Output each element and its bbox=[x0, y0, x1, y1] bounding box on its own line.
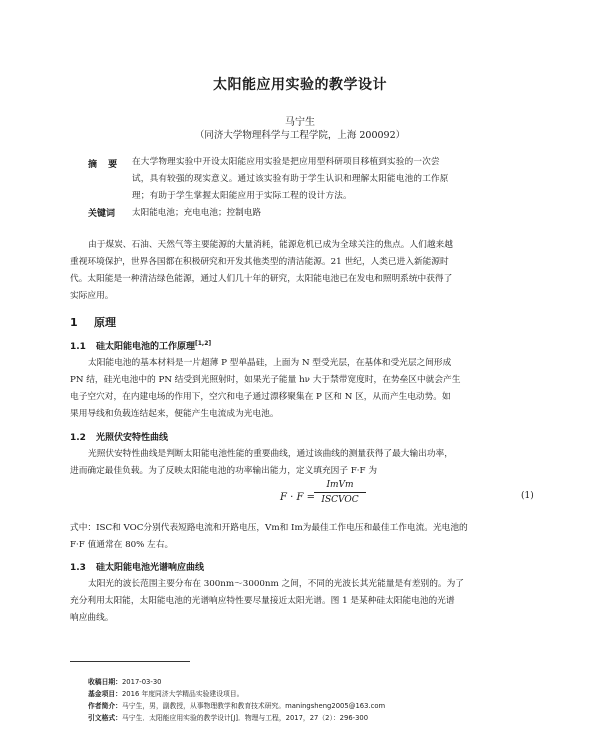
section-1-2-heading bbox=[70, 430, 168, 443]
abstract-line: 理；有助于学生掌握太阳能应用于实际工程的设计方法。 bbox=[132, 191, 352, 201]
footnote-value: 2016 年度同济大学精品实验建设项目。 bbox=[121, 690, 244, 698]
equation-number: (1) bbox=[521, 491, 534, 501]
footnote-citation bbox=[88, 712, 368, 722]
section-title: 硅太阳能电池的工作原理 bbox=[96, 342, 196, 352]
s11-line: 果用导线和负载连结起来，便能产生电流成为光电池。 bbox=[70, 409, 279, 419]
keywords-label: 关键词 bbox=[88, 209, 116, 219]
keywords-text: 太阳能电池；充电电池；控制电路 bbox=[132, 208, 261, 218]
section-title: 光照伏安特性曲线 bbox=[96, 433, 169, 443]
footnote-author bbox=[88, 700, 385, 710]
formula-lhs: F · F = bbox=[280, 492, 315, 503]
abstract-line: 试，具有较强的现实意义。通过该实验有助于学生认识和理解太阳能电池的工作原 bbox=[132, 174, 449, 184]
section-1-heading bbox=[70, 314, 116, 330]
paper-title: 太阳能应用实验的教学设计 bbox=[213, 77, 387, 93]
formula-numerator: ImVm bbox=[326, 480, 354, 490]
citation-ref: [1,2] bbox=[195, 340, 212, 347]
s13-line: 充分利用太阳能，太阳能电池的光谱响应特性要尽量接近太阳光谱。图 1 是某种硅太阳能电池的光谱 bbox=[70, 596, 455, 606]
abstract-line: 在大学物理实验中开设太阳能应用实验是把应用型科研项目移植到实验的一次尝 bbox=[132, 157, 440, 167]
intro-line: 代。太阳能是一种清洁绿色能源，通过人们几十年的研究，太阳能电池已在发电和照明系统中获得了 bbox=[70, 274, 453, 284]
footnote-value: 2017-03-30 bbox=[121, 678, 162, 686]
fill-factor-formula bbox=[280, 480, 400, 520]
formula-denominator: ISCVOC bbox=[321, 495, 359, 505]
s11-paragraph bbox=[70, 355, 535, 423]
s12-after-paragraph bbox=[70, 520, 535, 554]
author-affiliation: （同济大学物理科学与工程学院，上海 200092） bbox=[194, 130, 406, 141]
intro-line: 重视环境保护，世界各国都在积极研究和开发其他类型的清洁能源。21 世纪，人类已进入新能源时 bbox=[70, 257, 449, 267]
fraction-bar bbox=[314, 492, 366, 493]
footnote-label: 作者简介： bbox=[88, 702, 122, 710]
footnote-label: 收稿日期： bbox=[88, 678, 122, 686]
section-1-1-heading bbox=[70, 339, 211, 352]
abstract-text bbox=[132, 154, 544, 205]
s13-line: 响应曲线。 bbox=[70, 613, 114, 623]
s12-after-line: F·F 值通常在 80% 左右。 bbox=[70, 540, 174, 550]
formula-fraction bbox=[314, 480, 366, 505]
footnote-label: 引文格式： bbox=[88, 714, 122, 722]
footnote-divider bbox=[70, 661, 190, 662]
section-number: 1 bbox=[70, 316, 78, 329]
footnote-value: 马宁生，男，副教授，从事物理教学和教育技术研究。maningsheng2005@163.com bbox=[121, 702, 386, 710]
s12-paragraph bbox=[70, 446, 535, 480]
s13-line: 太阳光的波长范围主要分布在 300nm～3000nm 之间，不同的光波长其光能量是有差别的。为了 bbox=[88, 579, 464, 589]
s11-line: PN 结，硅光电池中的 PN 结受到光照射时，如果光子能量 hν 大于禁带宽度时，在势垒区中就会产生 bbox=[70, 375, 461, 385]
s12-line: 光照伏安特性曲线是判断太阳能电池性能的重要曲线，通过该曲线的测量获得了最大输出功率， bbox=[88, 449, 453, 459]
section-number: 1.3 bbox=[70, 563, 86, 573]
intro-paragraph bbox=[70, 237, 535, 305]
intro-line: 由于煤炭、石油、天然气等主要能源的大量消耗，能源危机已成为全球关注的焦点。人们越来越 bbox=[88, 240, 453, 250]
footnote-fund bbox=[88, 688, 243, 698]
footnote-label: 基金项目： bbox=[88, 690, 122, 698]
section-title: 硅太阳能电池光谱响应曲线 bbox=[96, 563, 205, 573]
s12-line: 进而确定最佳负载。为了反映太阳能电池的功率输出能力，定义填充因子 F·F 为 bbox=[70, 466, 378, 476]
footnote-value: 马宁生．太阳能应用实验的教学设计[J]．物理与工程，2017，27（2）：296-300 bbox=[121, 714, 369, 722]
author-name: 马宁生 bbox=[285, 117, 315, 128]
s11-line: 电子空穴对，在内建电场的作用下，空穴和电子通过漂移聚集在 P 区和 N 区，从而产生电动势。如 bbox=[70, 392, 451, 402]
section-number: 1.1 bbox=[70, 342, 86, 352]
s13-paragraph bbox=[70, 576, 535, 627]
section-title: 原理 bbox=[94, 316, 116, 329]
abstract-label: 摘 要 bbox=[88, 160, 122, 170]
s11-line: 太阳能电池的基本材料是一片超薄 P 型单晶硅，上面为 N 型受光层，在基体和受光层之间形成 bbox=[88, 358, 452, 368]
section-1-3-heading bbox=[70, 560, 204, 573]
footnote-received bbox=[88, 676, 162, 686]
s12-after-line: 式中：ISC和 VOC分别代表短路电流和开路电压，Vm和 Im为最佳工作电压和最佳工作电流。光电池的 bbox=[70, 523, 468, 533]
intro-line: 实际应用。 bbox=[70, 291, 114, 301]
section-number: 1.2 bbox=[70, 433, 86, 443]
